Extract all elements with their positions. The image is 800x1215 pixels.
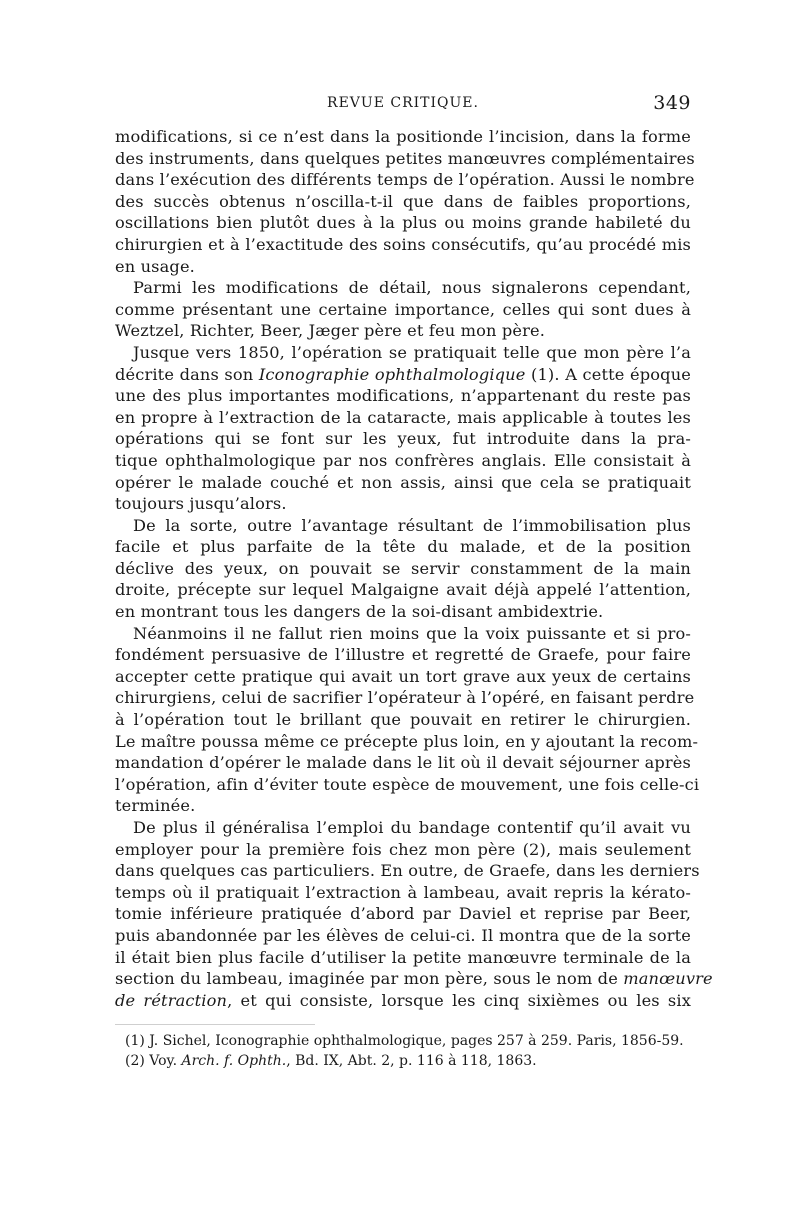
text-line: des succès obtenus n’oscilla-t-il que dans de faibles proportions, — [115, 191, 691, 211]
text-line: déclive des yeux, on pouvait se servir constamment de la main — [115, 558, 691, 578]
footnote-text: , Bd. IX, Abt. 2, p. 116 à 118, 1863. — [286, 1053, 537, 1070]
text-line: l’opération, afin d’éviter toute espèce de mouvement, une fois celle-ci — [115, 774, 700, 794]
text-line: De plus il généralisa l’emploi du bandage contentif qu’il avait vu — [133, 818, 691, 837]
text-line: en montrant tous les dangers de la soi-disant ambidextrie. — [115, 602, 604, 622]
text-line: temps où il pratiquait l’extraction à lambeau, avait repris la kérato- — [115, 882, 691, 902]
text-line: tomie inférieure pratiquée d’abord par Daviel et reprise par Beer, — [115, 904, 691, 924]
text-line: Parmi les modifications de détail, nous signalerons cependant, — [133, 278, 691, 298]
text-line: oscillations bien plutôt dues à la plus ou moins grande habileté du — [115, 213, 691, 233]
footnotes — [115, 1031, 691, 1071]
page — [115, 92, 713, 1071]
text-line: comme présentant une certaine importance, celles qui sont dues à — [115, 299, 691, 319]
text-line: accepter cette pratique qui avait un tort grave aux yeux de certains — [115, 666, 691, 686]
text-line: De la sorte, outre l’avantage résultant de l’immobilisation plus — [133, 515, 691, 535]
text-line: puis abandonnée par les élèves de celui-ci. Il montra que de la sorte — [115, 925, 691, 945]
text-line: une des plus importantes modifications, n’appartenant du reste pas — [115, 386, 691, 406]
italic-title: manœuvre — [623, 969, 713, 989]
text-line: chirurgiens, celui de sacrifier l’opérateur à l’opéré, en faisant perdre — [115, 688, 695, 708]
italic-title: Iconographie ophthalmologique — [258, 364, 526, 384]
text-segment: (1). A cette époque — [525, 364, 691, 384]
text-line: Weztzel, Richter, Beer, Jæger père et feu mon père. — [115, 321, 546, 341]
footnote — [115, 1051, 691, 1071]
text-line: Le maître poussa même ce précepte plus loin, en y ajoutant la recom- — [115, 731, 699, 751]
body-text — [115, 126, 713, 1011]
text-line: Néanmoins il ne fallut rien moins que la voix puissante et si pro- — [133, 623, 691, 643]
text-line: chirurgien et à l’exactitude des soins consécutifs, qu’au procédé mis — [115, 234, 691, 254]
text-segment: , et qui consiste, lorsque les cinq sixièmes ou les six — [227, 990, 691, 1010]
italic-title: de rétraction — [115, 990, 228, 1010]
text-line: opérations qui se font sur les yeux, fut introduite dans la pra- — [115, 429, 691, 449]
footnote — [115, 1031, 691, 1051]
text-line: en propre à l’extraction de la cataracte, mais applicable à toutes les — [115, 407, 691, 427]
text-line: tique ophthalmologique par nos confrères anglais. Elle consistait à — [115, 450, 691, 470]
text-line: droite, précepte sur lequel Malgaigne avait déjà appelé l’attention, — [115, 580, 691, 600]
text-line: toujours jusqu’alors. — [115, 494, 287, 514]
text-line: en usage. — [115, 256, 195, 276]
text-line — [115, 968, 713, 990]
text-line: mandation d’opérer le malade dans le lit où il devait séjourner après — [115, 753, 691, 773]
footnote-text: (1) J. Sichel, Iconographie ophthalmologique, pages 257 à 259. Paris, 1856-59. — [125, 1033, 684, 1050]
text-line: facile et plus parfaite de la tête du malade, et de la position — [115, 537, 691, 557]
text-line: dans l’exécution des différents temps de l’opération. Aussi le nombre — [115, 170, 695, 190]
footnote-rule — [115, 1024, 315, 1025]
text-line: des instruments, dans quelques petites manœuvres complémentaires — [115, 148, 695, 168]
footnote-text: (2) Voy. — [125, 1053, 182, 1070]
text-line: modifications, si ce n’est dans la positionde l’incision, dans la forme — [115, 127, 691, 146]
text-line: dans quelques cas particuliers. En outre, de Graefe, dans les derniers — [115, 861, 700, 881]
text-line: Jusque vers 1850, l’opération se pratiquait telle que mon père l’a — [133, 342, 691, 362]
text-line: terminée. — [115, 796, 196, 816]
text-line — [115, 990, 691, 1012]
text-line: à l’opération tout le brillant que pouvait en retirer le chirurgien. — [115, 710, 691, 730]
text-line: il était bien plus facile d’utiliser la petite manœuvre terminale de la — [115, 947, 691, 967]
text-line — [115, 364, 691, 386]
text-segment: section du lambeau, imaginée par mon père, sous le nom de — [115, 969, 624, 989]
text-line: employer pour la première fois chez mon père (2), mais seulement — [115, 839, 691, 859]
text-line: fondément persuasive de l’illustre et regretté de Graefe, pour faire — [115, 645, 691, 665]
text-line: opérer le malade couché et non assis, ainsi que cela se pratiquait — [115, 472, 691, 492]
text-segment: décrite dans son — [115, 364, 259, 384]
footnote-italic: Arch. f. Ophth. — [181, 1053, 287, 1070]
running-head — [115, 92, 691, 121]
running-title: REVUE CRITIQUE. — [327, 95, 479, 111]
page-number: 349 — [653, 92, 691, 114]
